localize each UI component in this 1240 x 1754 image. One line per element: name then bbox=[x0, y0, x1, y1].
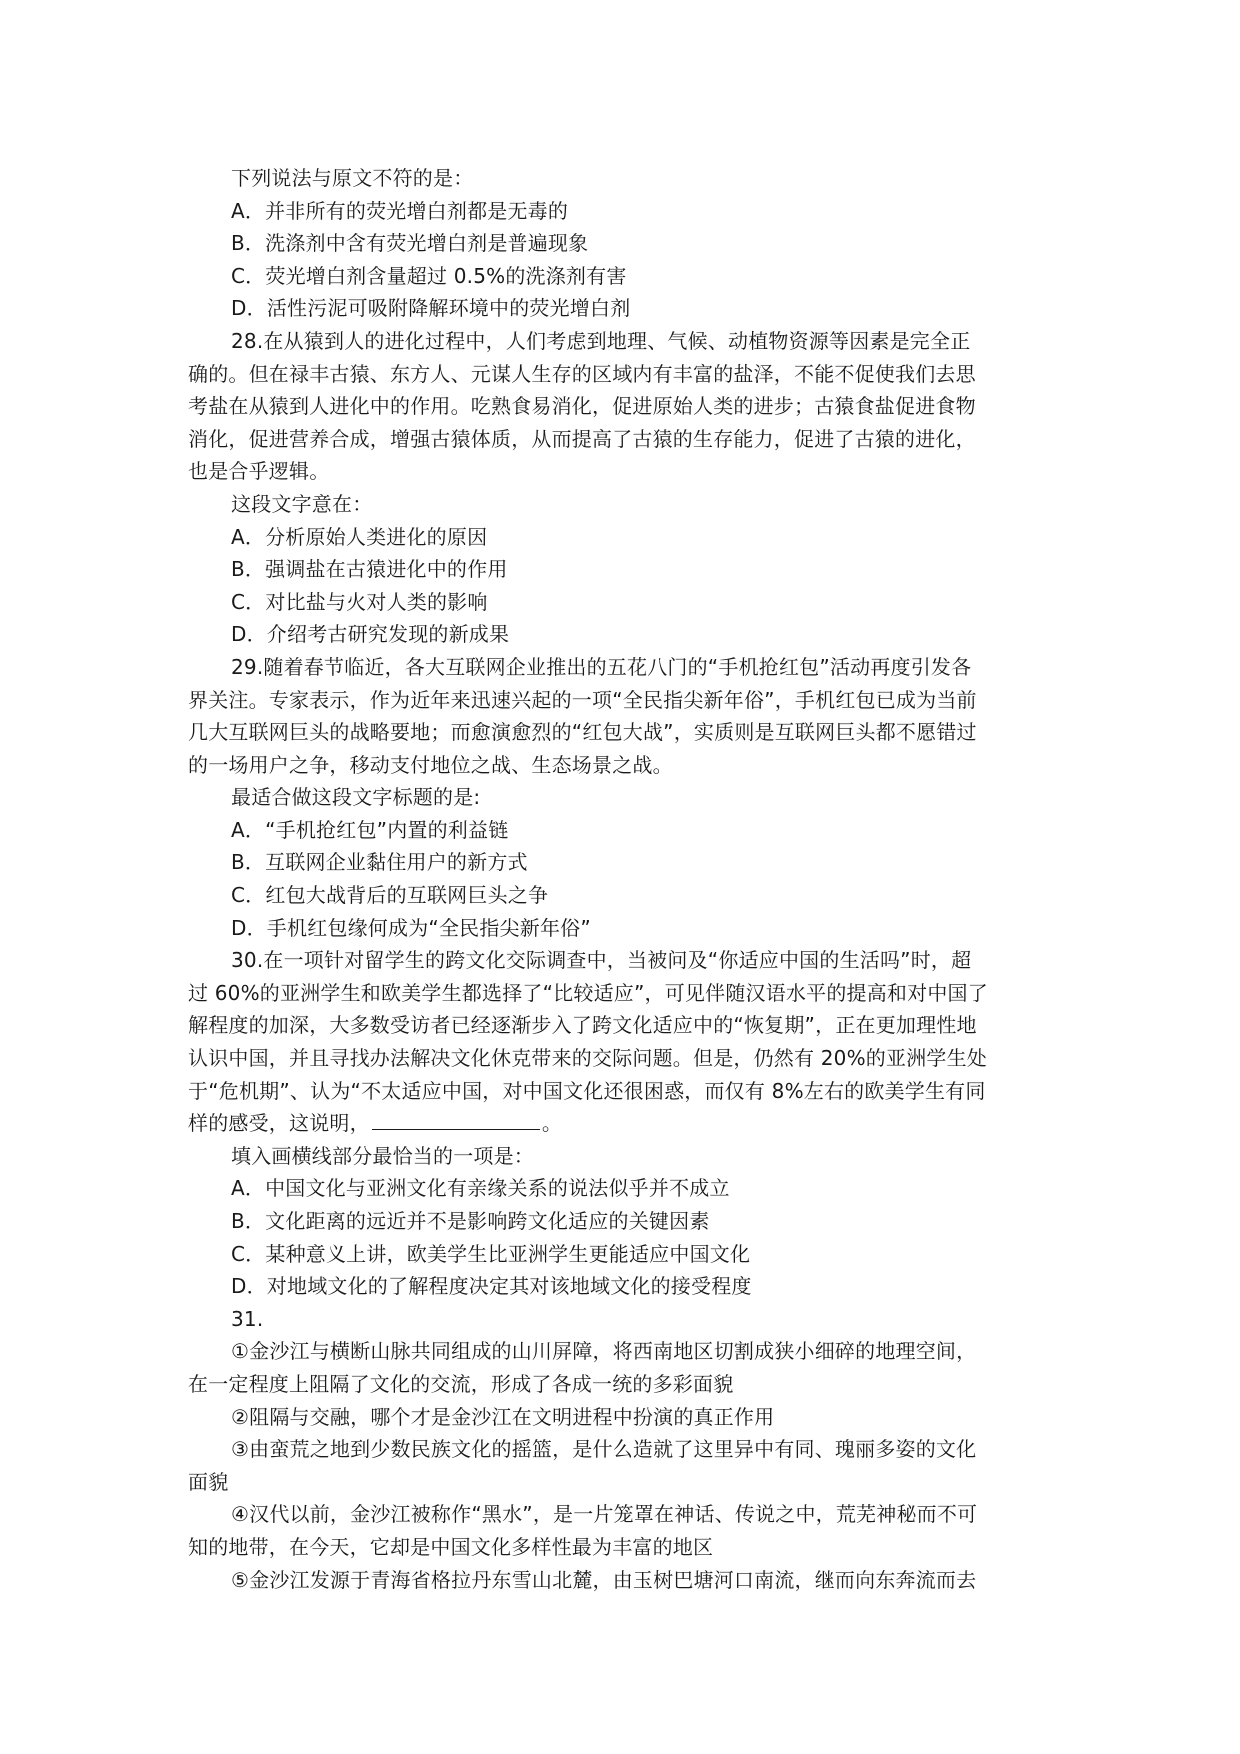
q30-passage-line: 于“危机期”、认为“不太适应中国，对中国文化还很困惑，而仅有 8%左右的欧美学生有同 bbox=[188, 1078, 986, 1103]
q29-option-c: C．红包大战背后的互联网巨头之争 bbox=[231, 883, 549, 908]
q29-stem: 最适合做这段文字标题的是: bbox=[231, 785, 481, 810]
q31-number: 31. bbox=[231, 1306, 264, 1331]
q30-option-d: D．对地域文化的了解程度决定其对该地域文化的接受程度 bbox=[231, 1274, 752, 1299]
q28-option-b: B．强调盐在古猿进化中的作用 bbox=[231, 557, 508, 582]
q29-passage-line: 界关注。专家表示，作为近年来迅速兴起的一项“全民指尖新年俗”，手机红包已成为当前 bbox=[188, 687, 977, 712]
q31-item-3: ③由蛮荒之地到少数民族文化的摇篮，是什么造就了这里异中有同、瑰丽多姿的文化 bbox=[231, 1437, 977, 1462]
q30-text-after-blank: 。 bbox=[541, 1111, 563, 1136]
q30-passage-line: 解程度的加深，大多数受访者已经逐渐步入了跨文化适应中的“恢复期”，正在更加理性地 bbox=[188, 1013, 977, 1038]
q29-passage-line: 29.随着春节临近，各大互联网企业推出的五花八门的“手机抢红包”活动再度引发各 bbox=[231, 654, 972, 679]
q31-item-1-cont: 在一定程度上阻隔了文化的交流，形成了各成一统的多彩面貌 bbox=[188, 1371, 734, 1396]
q28-stem: 这段文字意在： bbox=[231, 491, 373, 516]
q28-option-a: A．分析原始人类进化的原因 bbox=[231, 524, 488, 549]
q27-option-d: D．活性污泥可吸附降解环境中的荧光增白剂 bbox=[231, 296, 631, 321]
q27-option-b: B．洗涤剂中含有荧光增白剂是普遍现象 bbox=[231, 231, 589, 256]
q31-item-2: ②阻隔与交融，哪个才是金沙江在文明进程中扮演的真正作用 bbox=[231, 1404, 775, 1429]
q28-option-d: D．介绍考古研究发现的新成果 bbox=[231, 622, 510, 647]
q29-option-a: A．“手机抢红包”内置的利益链 bbox=[231, 817, 509, 842]
q31-item-3-cont: 面貌 bbox=[188, 1469, 229, 1494]
q28-passage-line: 确的。但在禄丰古猿、东方人、元谋人生存的区域内有丰富的盐泽，不能不促使我们去思 bbox=[188, 361, 976, 386]
q27-stem: 下列说法与原文不符的是： bbox=[231, 166, 474, 190]
q27-option-a: A．并非所有的荧光增白剂都是无毒的 bbox=[231, 198, 569, 223]
q30-passage-line: 30.在一项针对留学生的跨文化交际调查中，当被问及“你适应中国的生活吗”时，超 bbox=[231, 948, 972, 973]
q30-passage-last-line bbox=[188, 1107, 1056, 1140]
q28-option-c: C．对比盐与火对人类的影响 bbox=[231, 589, 488, 614]
fill-in-blank bbox=[372, 1109, 540, 1130]
q27-option-c: C．荧光增白剂含量超过 0.5%的洗涤剂有害 bbox=[231, 263, 627, 288]
q31-item-4-cont: 知的地带，在今天，它却是中国文化多样性最为丰富的地区 bbox=[188, 1534, 714, 1559]
q30-option-a: A．中国文化与亚洲文化有亲缘关系的说法似乎并不成立 bbox=[231, 1176, 730, 1201]
q29-option-b: B．互联网企业黏住用户的新方式 bbox=[231, 850, 528, 875]
q30-stem: 填入画横线部分最恰当的一项是： bbox=[231, 1143, 534, 1168]
q29-passage-line: 几大互联网巨头的战略要地；而愈演愈烈的“红包大战”，实质则是互联网巨头都不愿错过 bbox=[188, 720, 977, 745]
q30-option-b: B．文化距离的远近并不是影响跨文化适应的关键因素 bbox=[231, 1209, 710, 1233]
q31-item-4: ④汉代以前，金沙江被称作“黑水”，是一片笼罩在神话、传说之中，荒芜神秘而不可 bbox=[231, 1502, 978, 1527]
q28-passage-line: 消化，促进营养合成，增强古猿体质，从而提高了古猿的生存能力，促进了古猿的进化， bbox=[188, 426, 976, 451]
q31-item-5: ⑤金沙江发源于青海省格拉丹东雪山北麓，由玉树巴塘河口南流，继而向东奔流而去 bbox=[231, 1567, 977, 1592]
q29-passage-line: 的一场用户之争，移动支付地位之战、生态场景之战。 bbox=[188, 752, 673, 777]
q30-passage-line: 认识中国，并且寻找办法解决文化休克带来的交际问题。但是，仍然有 20%的亚洲学生处 bbox=[188, 1046, 988, 1071]
document-page bbox=[188, 162, 1056, 1596]
q30-option-c: C．某种意义上讲，欧美学生比亚洲学生更能适应中国文化 bbox=[231, 1241, 751, 1266]
q28-passage-line: 考盐在从猿到人进化中的作用。吃熟食易消化，促进原始人类的进步；古猿食盐促进食物 bbox=[188, 394, 976, 419]
q31-item-1: ①金沙江与横断山脉共同组成的山川屏障，将西南地区切割成狭小细碎的地理空间， bbox=[231, 1339, 977, 1364]
q30-text-before-blank: 样的感受，这说明， bbox=[188, 1111, 370, 1136]
q28-passage-line: 28.在从猿到人的进化过程中，人们考虑到地理、气候、动植物资源等因素是完全正 bbox=[231, 328, 971, 353]
q30-passage-line: 过 60%的亚洲学生和欧美学生都选择了“比较适应”，可见伴随汉语水平的提高和对中国了 bbox=[188, 980, 988, 1005]
q28-passage-line: 也是合乎逻辑。 bbox=[188, 459, 330, 484]
q29-option-d: D．手机红包缘何成为“全民指尖新年俗” bbox=[231, 915, 591, 940]
